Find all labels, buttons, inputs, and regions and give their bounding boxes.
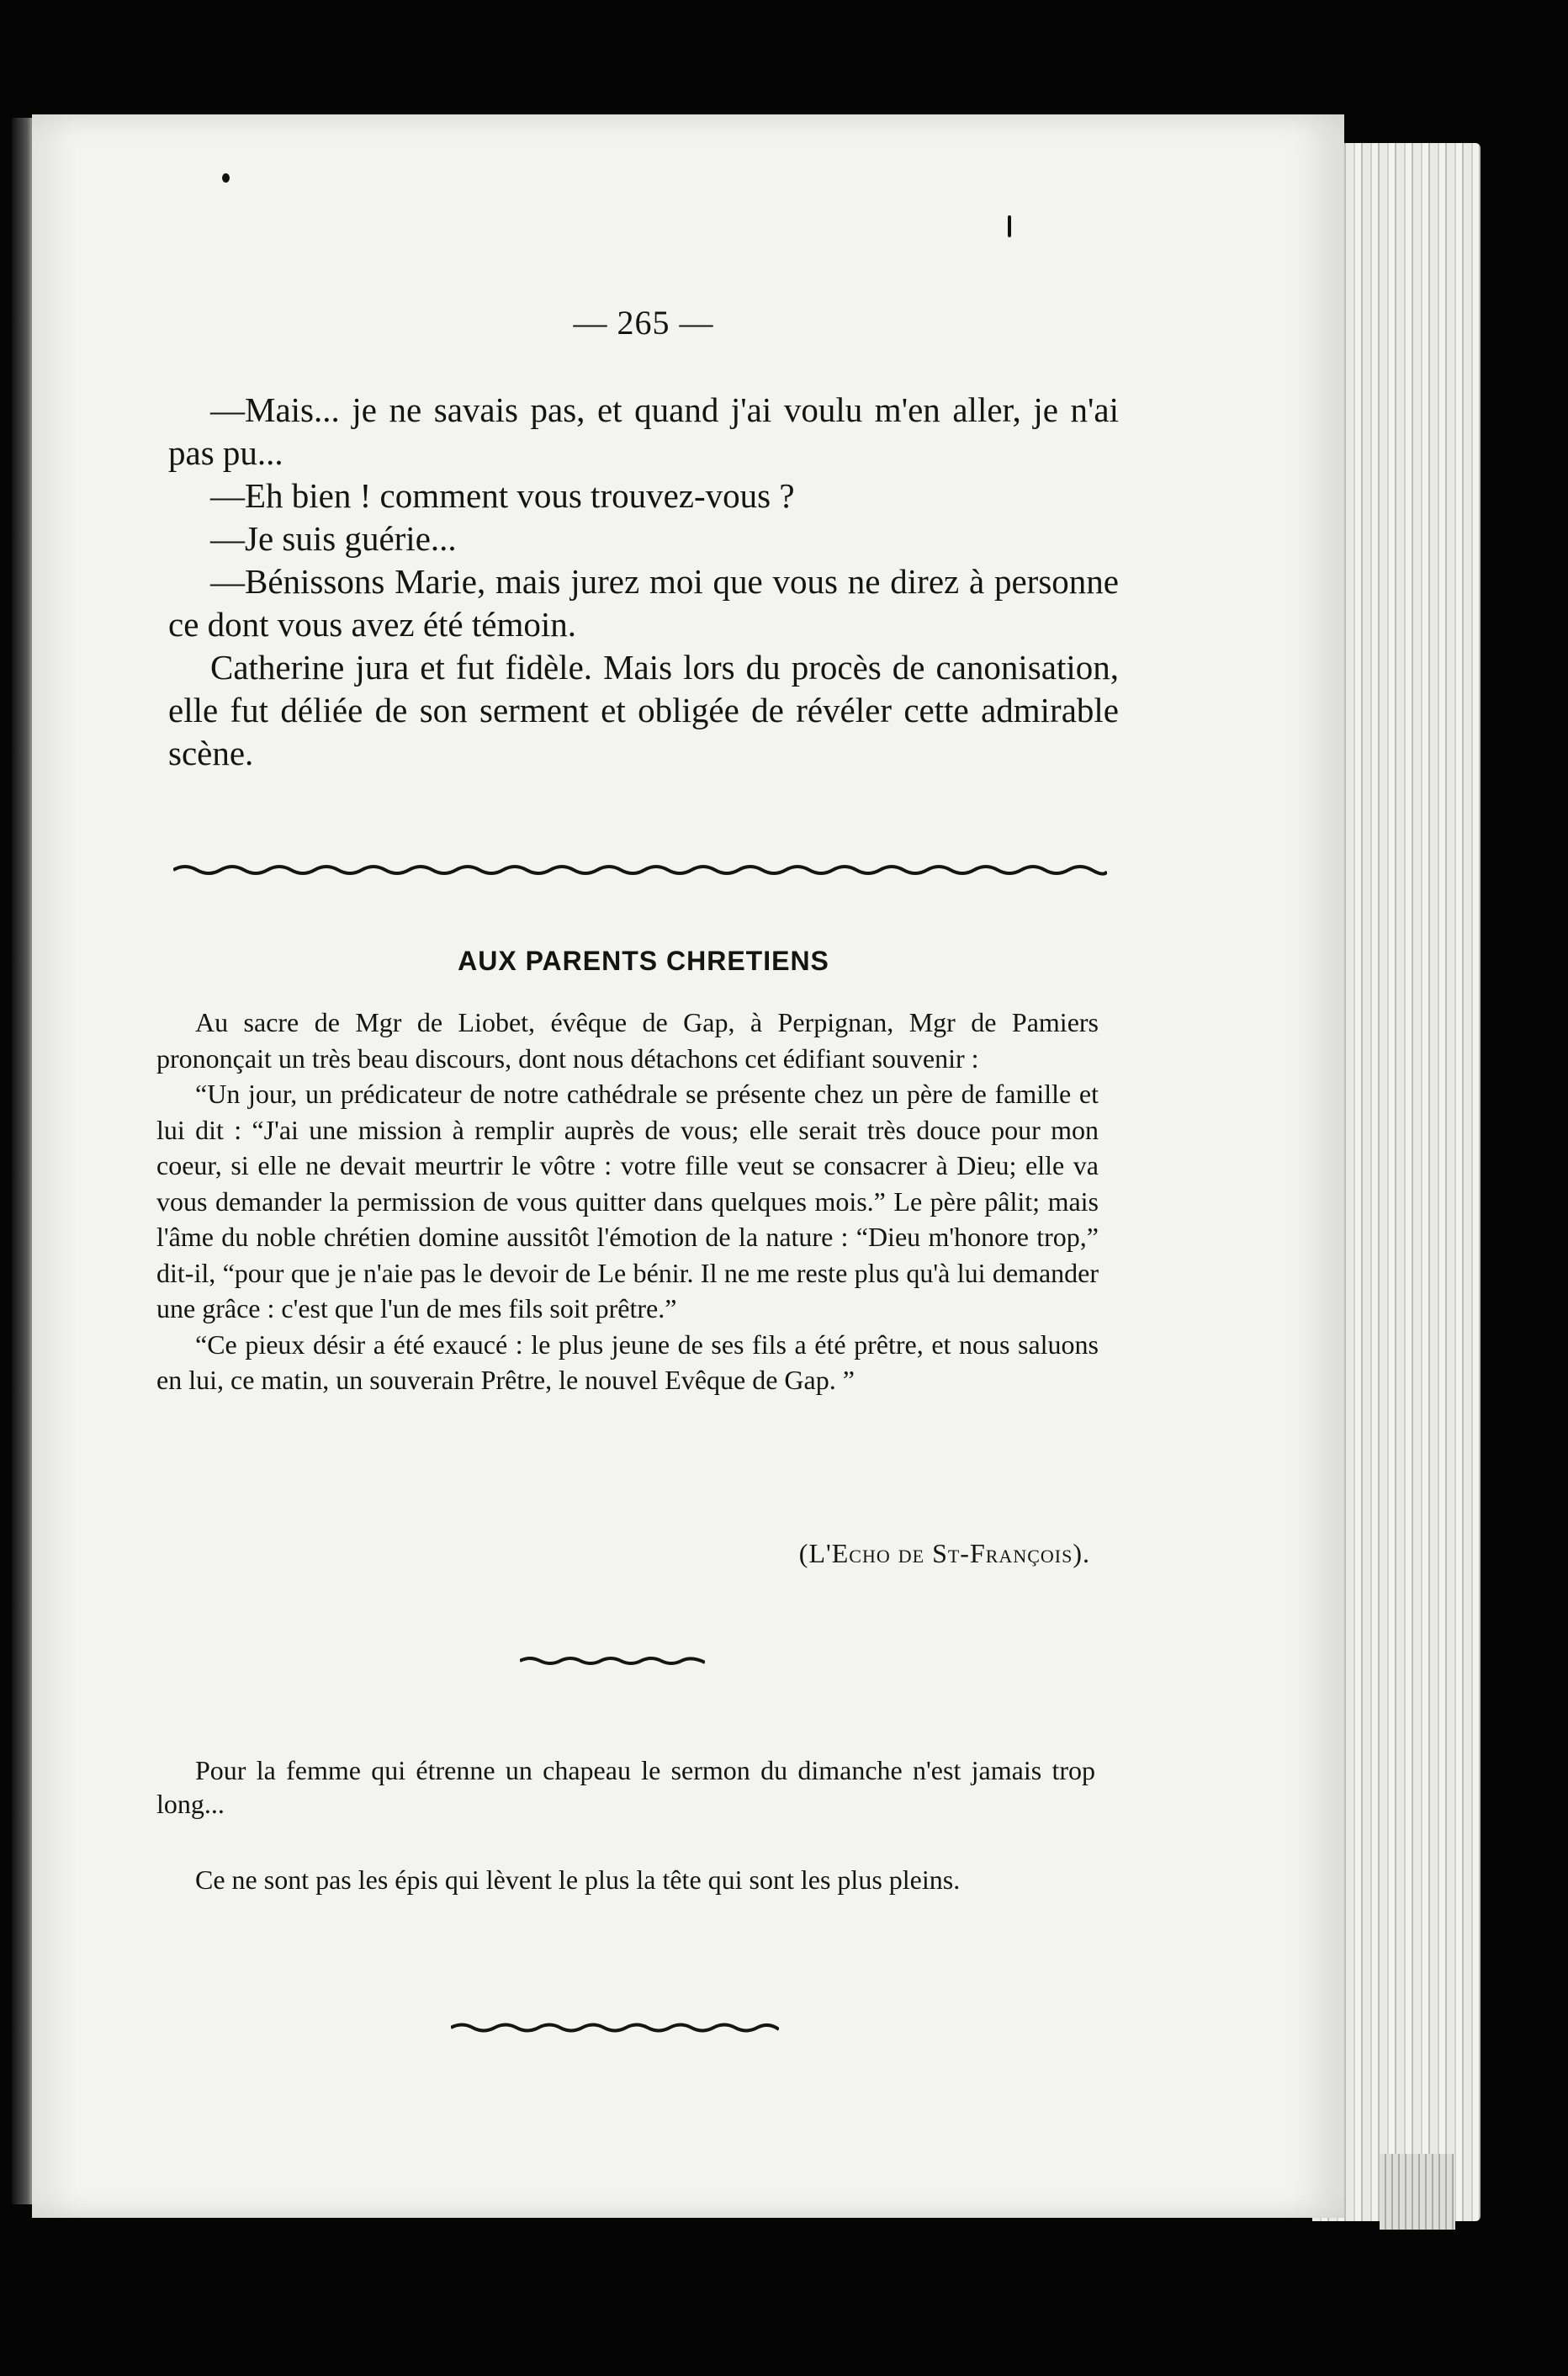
saying-paragraph — [156, 1863, 1095, 1896]
short-wavy-divider — [520, 1652, 705, 1671]
page-edges-tail — [1380, 2154, 1455, 2230]
dialogue-line: —Je suis guérie... — [210, 519, 457, 558]
narrative-paragraph: Catherine jura et fut fidèle. Mais lors du procès de canonisation, elle fut déliée de son serment et obligée de révéler cette admirable scène. — [168, 648, 1119, 772]
article-paragraph: “Un jour, un prédicateur de notre cathédrale se présente chez un père de famille et lui dit : “J'ai une mission à remplir auprès de vous; elle serait très douce pour mon coeur, si elle ne devait meurtrir le vôtre : votre fille veut se consacrer à Dieu; elle va vous demander la permission de vous quitter dans quelques mois.” Le père pâlit; mais l'âme du noble chrétien domine aussitôt l'émotion de la nature : “Dieu m'honore trop,” dit-il, “pour que je n'aie pas le devoir de Le bénir. Il ne me reste plus qu'à lui demander une grâce : c'est que l'un de mes fils soit prêtre.” — [156, 1079, 1099, 1323]
saying-paragraph — [156, 1753, 1095, 1821]
dialogue-line: —Bénissons Marie, mais jurez moi que vous ne direz à personne ce dont vous avez été témoin. — [168, 562, 1119, 644]
saying-text: Pour la femme qui étrenne un chapeau le sermon du dimanche n'est jamais trop long... — [156, 1755, 1095, 1819]
saying-text: Ce ne sont pas les épis qui lèvent le plus la tête qui sont les plus pleins. — [195, 1864, 961, 1895]
ink-speck — [222, 173, 230, 183]
article-title: AUX PARENTS CHRETIENS — [458, 946, 829, 976]
dialogue-line: —Eh bien ! comment vous trouvez-vous ? — [210, 476, 795, 515]
page-number: — 265 — — [573, 304, 714, 342]
article-paragraph: Au sacre de Mgr de Liobet, évêque de Gap, à Perpignan, Mgr de Pamiers prononçait un très beau discours, dont nous détachons cet édifiant souvenir : — [156, 1007, 1099, 1074]
narrative-text — [168, 389, 1119, 775]
dialogue-line: —Mais... je ne savais pas, et quand j'ai voulu m'en aller, je n'ai pas pu... — [168, 390, 1119, 472]
ink-speck — [1008, 215, 1011, 237]
closing-wavy-divider — [451, 2018, 779, 2038]
wavy-divider — [173, 858, 1107, 882]
article-source: (L'Echo de St-François). — [798, 1538, 1090, 1568]
article-body — [156, 1005, 1099, 1398]
article-paragraph: “Ce pieux désir a été exaucé : le plus jeune de ses fils a été prêtre, et nous saluons en lui, ce matin, un souverain Prêtre, le nouvel Evêque de Gap. ” — [156, 1329, 1099, 1395]
